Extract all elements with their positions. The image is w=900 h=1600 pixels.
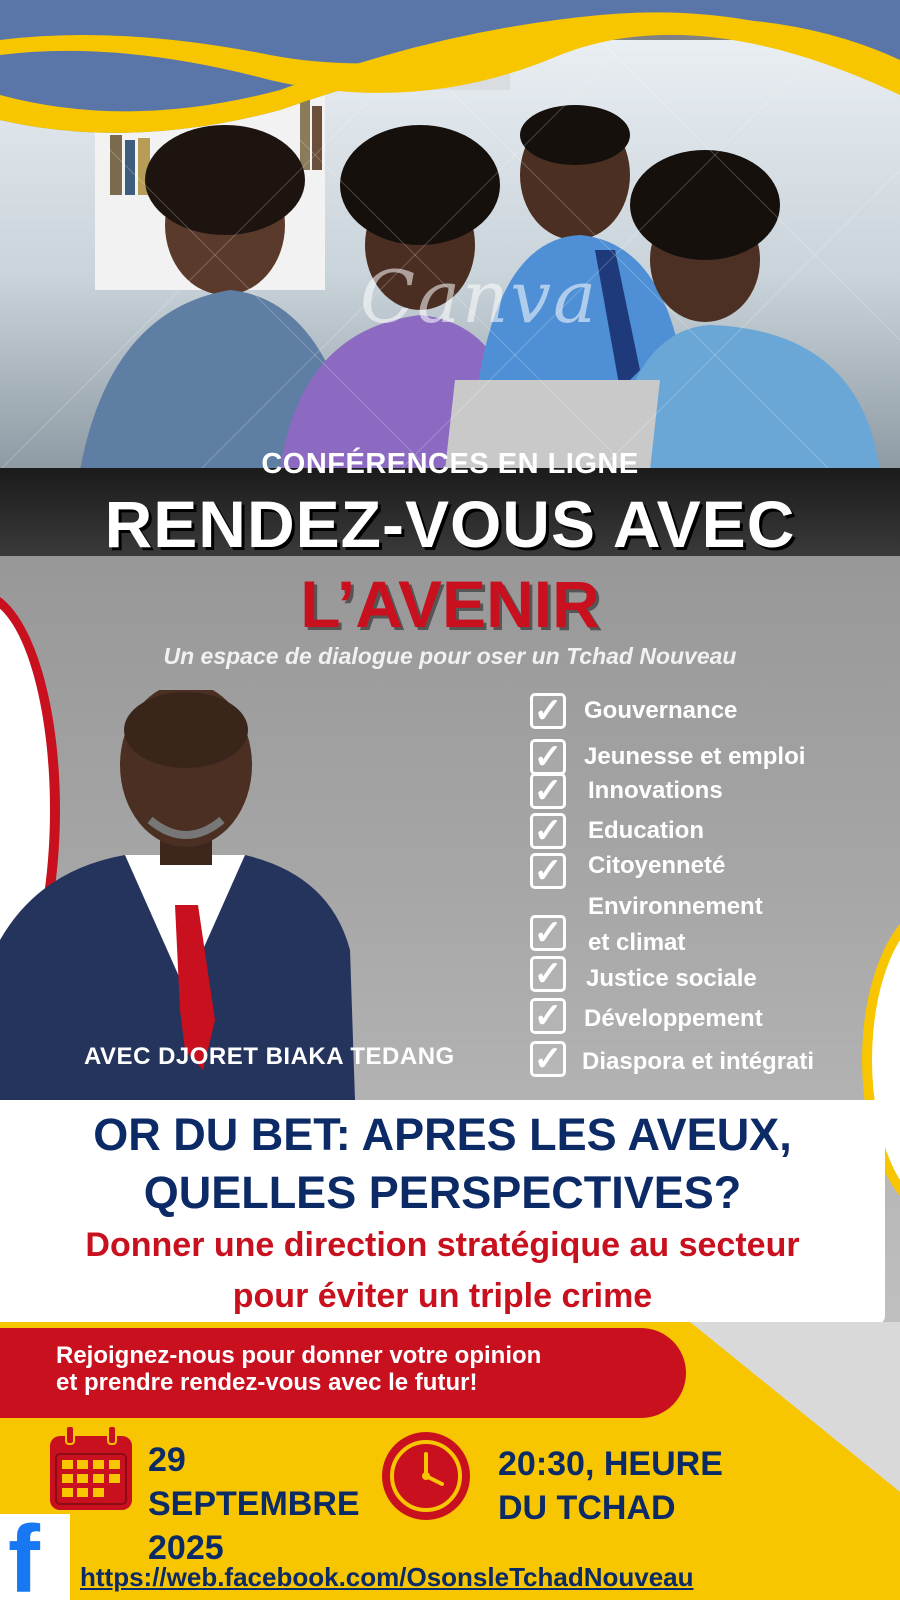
topic-item: [530, 893, 763, 961]
headline: [0, 1106, 885, 1222]
cta-line-2: et prendre rendez-vous avec le futur!: [56, 1369, 478, 1396]
speaker-label: AVEC DJORET BIAKA TEDANG: [84, 1043, 455, 1070]
checkbox-icon: ✓: [530, 998, 566, 1034]
clock-icon: [380, 1430, 472, 1522]
topic-item: [530, 853, 725, 889]
checkbox-icon: ✓: [530, 915, 566, 951]
checkbox-icon: ✓: [530, 813, 566, 849]
cta-text: [56, 1342, 676, 1396]
tagline: Un espace de dialogue pour oser un Tchad Nouveau: [163, 643, 737, 669]
calendar-icon: [46, 1424, 136, 1514]
facebook-link[interactable]: https://web.facebook.com/OsonsleTchadNouveau: [80, 1562, 694, 1592]
topic-label: Education: [588, 817, 705, 844]
topic-item: [530, 1041, 814, 1077]
checkbox-icon: ✓: [530, 693, 566, 729]
topic-item: [530, 998, 763, 1034]
topic-label: Diaspora et intégrati: [582, 1048, 815, 1075]
date-day: 29: [148, 1441, 186, 1479]
date-month: SEPTEMBRE: [148, 1485, 360, 1523]
topic-label: et climat: [588, 929, 686, 956]
event-date: [148, 1438, 360, 1570]
event-time: [498, 1442, 723, 1530]
checkbox-icon: ✓: [530, 853, 566, 889]
topic-label: Jeunesse et emploi: [584, 743, 806, 770]
title-line-2: L’AVENIR: [300, 567, 600, 641]
topic-label: Citoyenneté: [588, 852, 726, 879]
top-wave-decoration: [0, 0, 900, 140]
checkbox-icon: ✓: [530, 1041, 566, 1077]
topic-label: Développement: [584, 1005, 763, 1032]
subheadline-line-2: pour éviter un triple crime: [232, 1277, 653, 1315]
title-line-1: RENDEZ-VOUS AVEC: [104, 487, 796, 561]
topic-item: [530, 739, 805, 775]
topic-label: Justice sociale: [586, 965, 757, 992]
headline-line-1: OR DU BET: APRES LES AVEUX,: [93, 1109, 792, 1160]
subheadline-line-1: Donner une direction stratégique au secteur: [85, 1226, 800, 1264]
topic-item: [530, 693, 737, 729]
topic-label: Innovations: [588, 777, 723, 804]
checkbox-icon: ✓: [530, 773, 566, 809]
subheadline: [0, 1220, 885, 1322]
topic-item: [530, 955, 757, 993]
headline-line-2: QUELLES PERSPECTIVES?: [143, 1167, 742, 1218]
topic-item: [530, 813, 704, 849]
cta-line-1: Rejoignez-nous pour donner votre opinion: [56, 1342, 542, 1369]
time-line-2: DU TCHAD: [498, 1489, 676, 1527]
checkbox-icon: ✓: [530, 956, 566, 992]
topic-label: Environnement: [588, 893, 763, 920]
topic-label: Gouvernance: [584, 697, 738, 724]
topic-label-multiline: [588, 889, 763, 961]
date-year: 2025: [148, 1529, 224, 1567]
checkbox-icon: ✓: [530, 739, 566, 775]
kicker-text: CONFÉRENCES EN LIGNE: [261, 448, 639, 480]
canva-watermark: Canva: [360, 255, 598, 339]
speaker-portrait: [0, 690, 370, 1100]
facebook-icon[interactable]: f: [8, 1506, 40, 1600]
topic-item: [530, 773, 723, 809]
time-line-1: 20:30, HEURE: [498, 1445, 723, 1483]
